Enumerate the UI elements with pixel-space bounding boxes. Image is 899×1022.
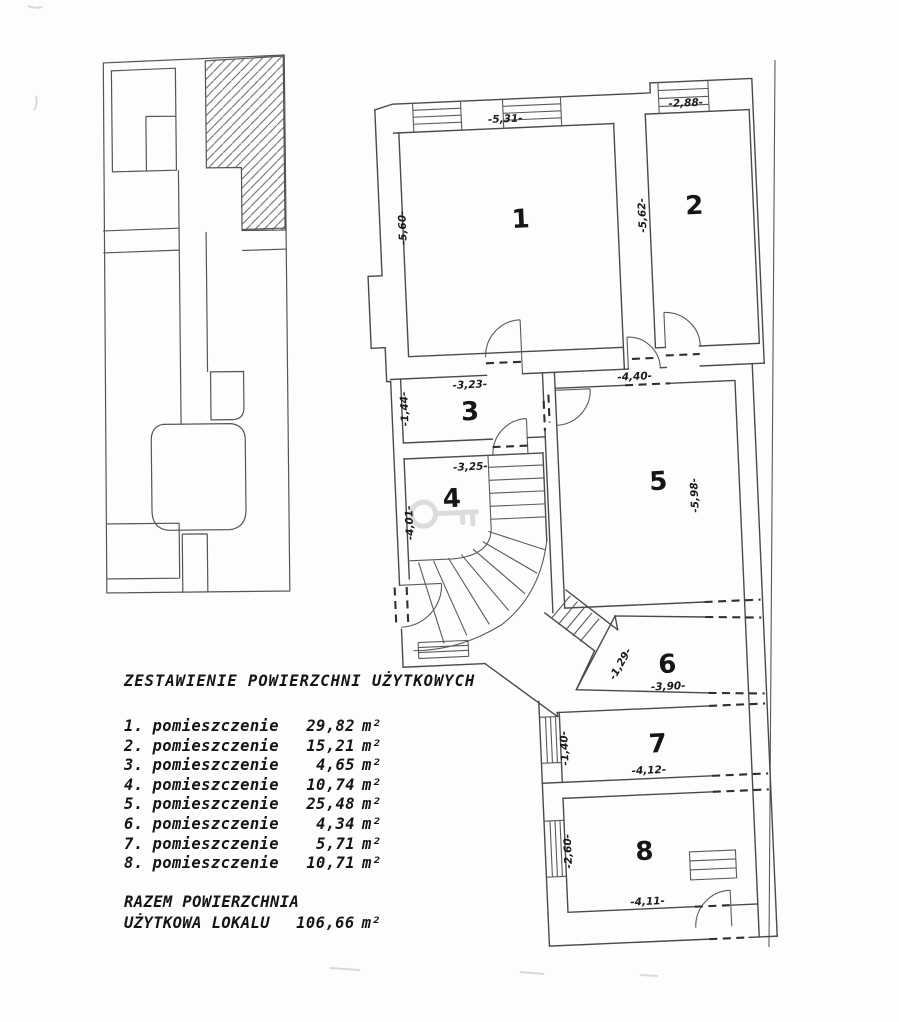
hall-walls (542, 372, 564, 612)
room-7-dim-bottom: -4,12- (631, 763, 667, 778)
total-label-line2: UŻYTKOWA LOKALU (124, 913, 270, 932)
row-unit: m² (362, 834, 382, 853)
locator-bottom-rooms (106, 523, 208, 593)
row-label: pomieszczenie (152, 854, 280, 873)
total-unit: m² (361, 913, 382, 932)
row-unit: m² (362, 736, 382, 755)
locator-corridor-bands (103, 227, 286, 253)
table-title: ZESTAWIENIE POWIERZCHNI UŻYTKOWYCH (124, 672, 476, 690)
locator-room-left (111, 68, 176, 172)
room-1-dim-side: -5,60- (396, 210, 410, 246)
room-2-walls (645, 110, 759, 348)
closet-room8 (689, 850, 736, 880)
row-label: pomieszczenie (152, 834, 280, 853)
room-6-dim-diagonal: -1,29- (606, 646, 635, 683)
row-area: 15,21 (306, 736, 355, 755)
row-unit: m² (362, 795, 382, 814)
door-room8 (694, 890, 732, 928)
table-rows (124, 717, 434, 874)
locator-small-room (211, 371, 245, 419)
room-3-dim-side: -1,44- (398, 391, 412, 427)
table-row (124, 835, 400, 855)
room-1-dim-top: -5,31- (487, 112, 523, 126)
room-4-dim-side: -4,01- (403, 505, 417, 541)
row-number: 6. (124, 814, 144, 833)
locator-corridor-stem (178, 170, 208, 424)
row-number: 8. (124, 854, 144, 873)
door-room5 (555, 389, 591, 425)
row-area: 4,65 (316, 756, 355, 775)
door-room1 (484, 320, 522, 376)
bottom-wall-band (548, 903, 777, 946)
room-1-walls (399, 124, 625, 379)
table-row (124, 737, 400, 757)
room-4-dim-top: -3,25- (452, 460, 489, 474)
room-6-number: 6 (657, 649, 677, 681)
winder-staircase (405, 451, 600, 651)
room-5-dim-top: -4,40- (617, 370, 653, 384)
locator-highlighted-unit-hatch (205, 56, 285, 231)
row-label: pomieszczenie (152, 756, 280, 775)
row-area: 29,82 (306, 717, 355, 735)
row-label: pomieszczenie (152, 736, 280, 755)
table-row (124, 795, 400, 815)
row-label: pomieszczenie (152, 717, 280, 735)
row-unit: m² (362, 775, 382, 794)
row-number: 2. (124, 736, 144, 755)
row-number: 4. (124, 775, 144, 794)
row-number: 7. (124, 834, 144, 853)
door-room3-4 (491, 419, 527, 455)
row-area: 4,34 (316, 814, 355, 833)
building-locator-map (101, 55, 290, 593)
row-label: pomieszczenie (152, 775, 280, 794)
room-6-dim-bottom: -3,90- (650, 679, 686, 694)
room-numbers (430, 191, 732, 875)
row-area: 10,71 (306, 854, 355, 873)
table-row (124, 815, 400, 835)
room-2-number: 2 (684, 190, 704, 222)
room-5-number: 5 (648, 466, 668, 498)
row-area: 10,74 (306, 775, 355, 794)
room-3-dim-top: -3,23- (452, 378, 488, 392)
total-area: 106,66 (296, 913, 355, 932)
room-7-dim-side: -1,40- (558, 730, 572, 766)
room-4-number: 4 (442, 483, 462, 515)
door-room2 (664, 311, 700, 347)
row-area: 5,71 (316, 834, 355, 853)
locator-central-room (151, 423, 246, 530)
room-3-number: 3 (460, 396, 480, 428)
row-unit: m² (362, 814, 382, 833)
area-summary-table (124, 672, 476, 934)
room-1-number: 1 (511, 204, 531, 236)
row-number: 1. (124, 717, 144, 735)
row-label: pomieszczenie (152, 795, 280, 814)
window-room1-a (413, 101, 462, 132)
row-unit: m² (362, 756, 382, 775)
table-row (124, 717, 400, 737)
total-label-line1: RAZEM POWIERZCHNIA (124, 892, 300, 911)
row-label: pomieszczenie (152, 814, 280, 833)
room-2-dim-top: -2,88- (668, 96, 704, 111)
room-8-dim-bottom: -4,11- (630, 895, 666, 909)
vestibule-walls (403, 664, 485, 668)
row-number: 5. (124, 795, 144, 814)
table-total (124, 892, 434, 934)
table-row (124, 756, 400, 776)
room-2-dim-side: -5,62- (635, 197, 650, 233)
room-8-number: 8 (634, 836, 655, 868)
row-unit: m² (362, 854, 382, 873)
table-row (124, 854, 400, 874)
row-unit: m² (362, 717, 382, 735)
row-area: 25,48 (306, 795, 355, 814)
door-swings (388, 311, 732, 940)
room-5-dim-side: -5,98- (688, 477, 702, 513)
row-number: 3. (124, 756, 144, 775)
table-row (124, 776, 400, 796)
room-7-number: 7 (648, 728, 668, 760)
corridor-diagonal-walls (482, 588, 621, 720)
room-8-dim-side: -2,60- (561, 833, 576, 869)
